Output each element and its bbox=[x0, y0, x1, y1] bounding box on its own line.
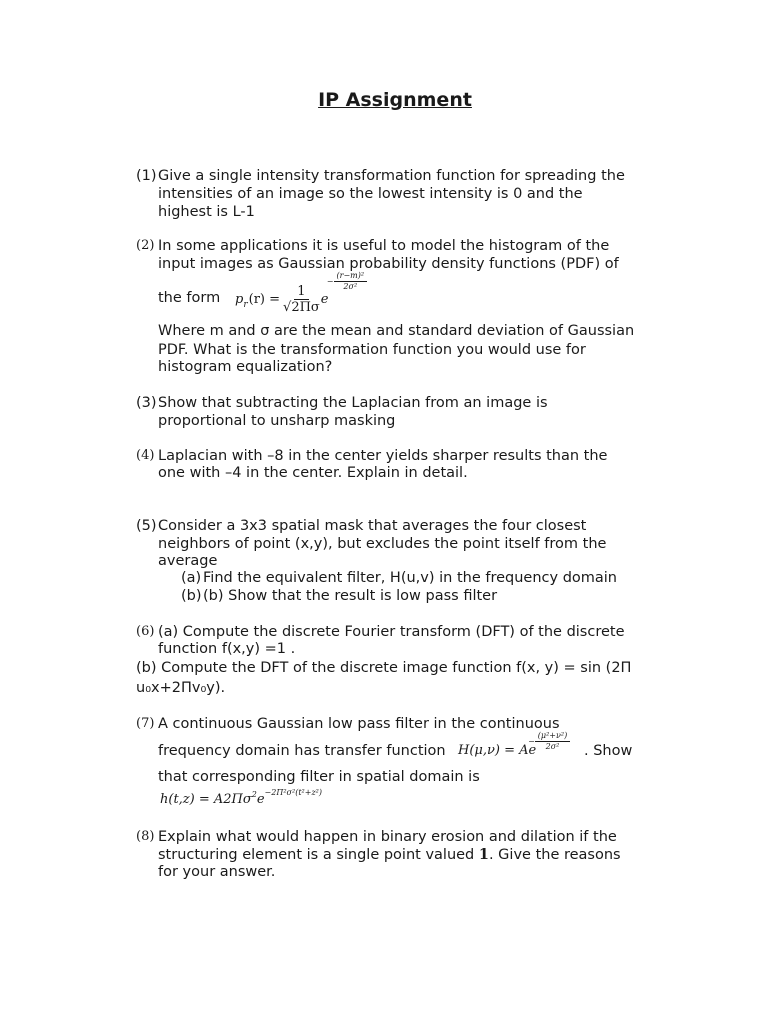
gaussian-pdf-formula bbox=[235, 271, 365, 320]
q4-line-2: one with –4 in the center. Explain in detail. bbox=[158, 465, 468, 481]
q2-form-prefix: the form bbox=[158, 290, 221, 306]
sd-square: 2 bbox=[251, 790, 257, 799]
tf-lhs: H(μ,ν) = Ae bbox=[458, 743, 537, 758]
tf-exp-fraction bbox=[535, 731, 570, 752]
q1-line-2: intensities of an image so the lowest intensity is 0 and the bbox=[158, 186, 583, 202]
question-number-5: (5) bbox=[136, 518, 157, 534]
q8-line-2-start: structuring element is a single point valued bbox=[158, 847, 479, 863]
formula-denominator: √2Πσ bbox=[283, 299, 320, 315]
q5-sub-a-label: (a) bbox=[181, 570, 202, 586]
formula-numerator: 1 bbox=[294, 285, 308, 300]
q8-line-2 bbox=[158, 846, 621, 864]
question-number-3: (3) bbox=[136, 395, 157, 411]
q8-line-3: for your answer. bbox=[158, 864, 276, 880]
formula-exp-num: (r−m)² bbox=[334, 271, 368, 282]
q2-after-line-3: histogram equalization? bbox=[158, 359, 333, 375]
question-number-2: (2) bbox=[136, 238, 155, 253]
page-title: IP Assignment bbox=[318, 89, 472, 111]
formula-base: e bbox=[320, 292, 329, 307]
tf-exponent bbox=[528, 731, 570, 752]
transfer-function-formula bbox=[458, 731, 568, 760]
q2-after-line-2: PDF. What is the transformation function you would use for bbox=[158, 342, 586, 358]
tf-exp-den: 2σ² bbox=[545, 742, 560, 751]
tf-exp-sign: − bbox=[528, 736, 535, 746]
q1-line-1: Give a single intensity transformation function for spreading the bbox=[158, 168, 625, 184]
q8-line-1: Explain what would happen in binary erosion and dilation if the bbox=[158, 829, 617, 845]
tf-group bbox=[458, 731, 568, 758]
q3-line-1: Show that subtracting the Laplacian from an image is bbox=[158, 395, 548, 411]
q5-line-2: neighbors of point (x,y), but excludes the point itself from the bbox=[158, 536, 607, 552]
q3-line-2: proportional to unsharp masking bbox=[158, 413, 396, 429]
q5-sub-a: Find the equivalent filter, H(u,v) in the frequency domain bbox=[203, 570, 617, 586]
q6-line-1: (a) Compute the discrete Fourier transform (DFT) of the discrete bbox=[158, 624, 625, 640]
question-number-1: (1) bbox=[136, 168, 157, 184]
q2-line-2: input images as Gaussian probability density functions (PDF) of bbox=[158, 256, 619, 272]
q6-line-3: (b) Compute the DFT of the discrete image function f(x, y) = sin (2Π bbox=[136, 660, 632, 676]
q7-line-2: frequency domain has transfer function bbox=[158, 743, 446, 759]
q1-line-3: highest is L-1 bbox=[158, 204, 255, 220]
q6-line-4: u₀x+2Πv₀y). bbox=[136, 680, 226, 696]
formula-fraction bbox=[283, 285, 320, 316]
spatial-domain-formula bbox=[160, 788, 322, 810]
question-number-6: (6) bbox=[136, 624, 155, 639]
q5-sub-b: (b) Show that the result is low pass filter bbox=[203, 588, 498, 604]
q8-line-2-end: . Give the reasons bbox=[488, 847, 621, 863]
formula-exp-sign: − bbox=[326, 276, 334, 286]
question-number-4: (4) bbox=[136, 448, 155, 463]
sd-e: e bbox=[256, 792, 265, 807]
formula-exp-den: 2σ² bbox=[343, 282, 358, 291]
q5-line-1: Consider a 3x3 spatial mask that averages the four closest bbox=[158, 518, 587, 534]
formula-lhs-arg: (r) = bbox=[248, 292, 281, 307]
formula-exp-group bbox=[320, 271, 365, 309]
formula-lhs: p bbox=[235, 292, 244, 307]
sd-exponent: −2Π²σ²(t²+z²) bbox=[264, 788, 322, 797]
q4-line-1: Laplacian with –8 in the center yields sharper results than the bbox=[158, 448, 608, 464]
q5-line-3: average bbox=[158, 553, 218, 569]
q7-line-2-tail: . Show bbox=[584, 743, 633, 759]
q7-line-1: A continuous Gaussian low pass filter in the continuous bbox=[158, 716, 560, 732]
sd-lhs: h(t,z) = A2Πσ bbox=[160, 792, 252, 807]
formula-exp-fraction bbox=[334, 271, 368, 292]
q6-line-2: function f(x,y) =1 . bbox=[158, 641, 296, 657]
question-number-8: (8) bbox=[136, 829, 155, 844]
formula-exponent bbox=[327, 271, 367, 292]
q5-sub-b-label: (b) bbox=[181, 588, 202, 604]
tf-exp-num: (μ²+ν²) bbox=[535, 731, 570, 742]
q8-bold-one: 1 bbox=[478, 846, 489, 863]
q2-after-line-1: Where m and σ are the mean and standard deviation of Gaussian bbox=[158, 323, 635, 339]
question-number-7: (7) bbox=[136, 716, 155, 731]
q2-line-1: In some applications it is useful to model the histogram of the bbox=[158, 238, 610, 254]
formula-lhs-subscript: r bbox=[243, 300, 248, 310]
q7-line-3: that corresponding filter in spatial domain is bbox=[158, 769, 480, 785]
